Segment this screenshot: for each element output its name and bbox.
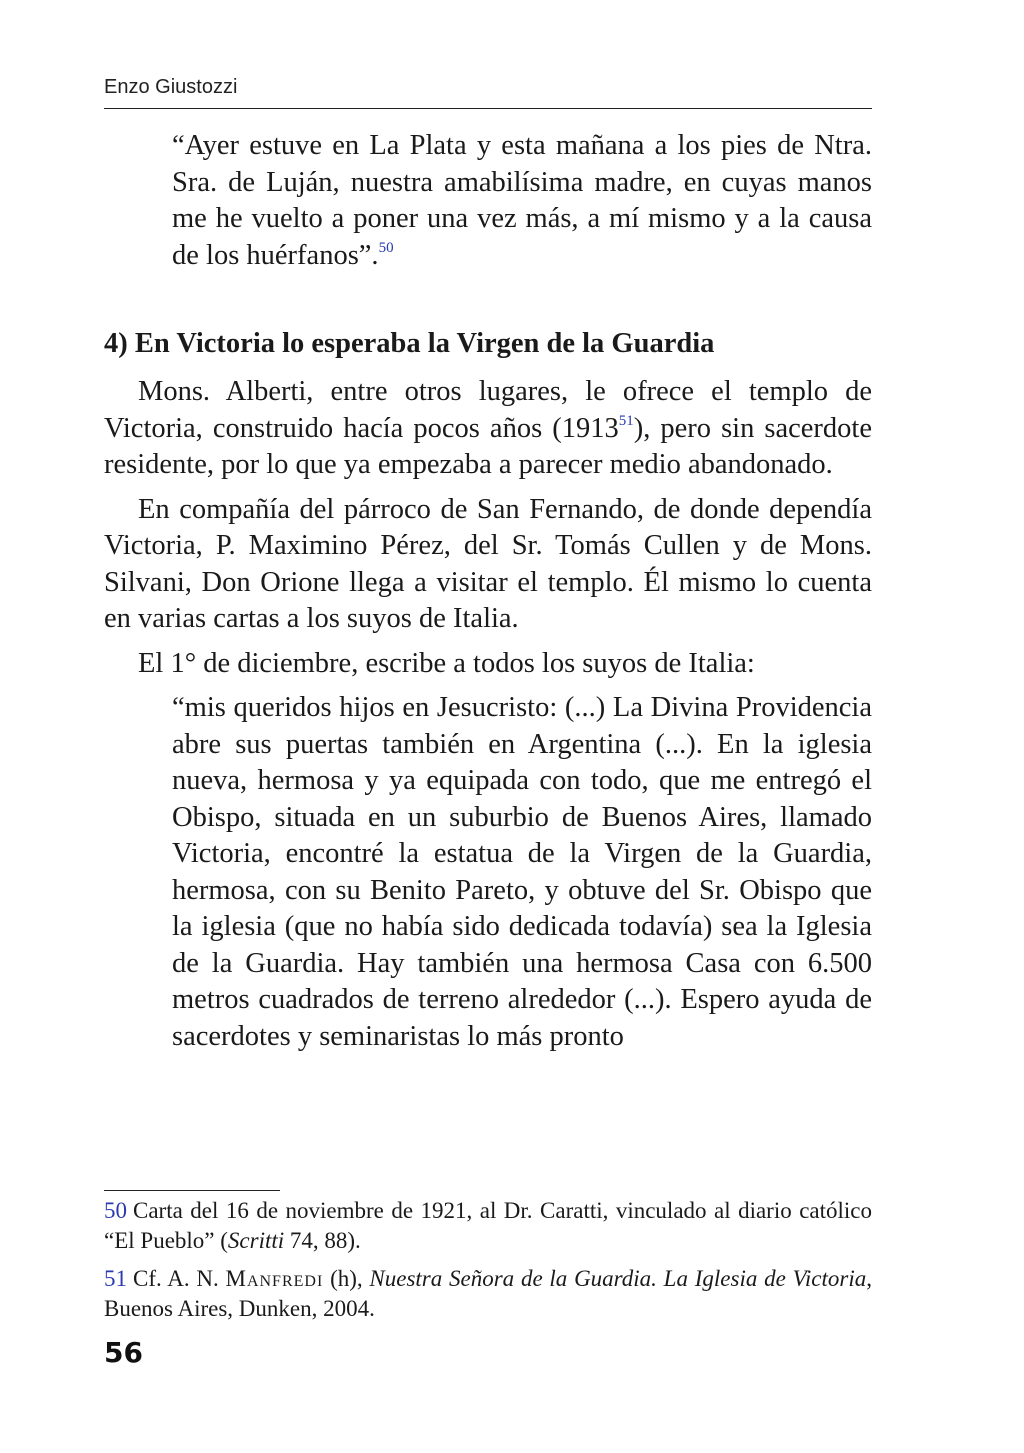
footnote-51-author-suffix: (h), [323,1266,370,1291]
running-head-author: Enzo Giustozzi [104,76,238,98]
footnote-51-number[interactable]: 51 [104,1266,127,1291]
paragraph-1-before: Mons. Alberti, entre otros lugares, le ofrece el templo de Victoria, construido hacía pocos años (1913 [104,376,872,444]
footnote-50-italic: Scritti [227,1228,285,1253]
footnote-51-author: Manfredi [225,1266,324,1291]
page-body [104,128,872,1055]
block-quote-2: “mis queridos hijos en Jesucristo: (...) La Divina Providencia abre sus puertas también en Argentina (...). En la iglesia nueva, hermosa y ya equipada con todo, que me entregó el Obispo, situada en un suburbio de Buenos Aires, llamado Victoria, encontré la estatua de la Virgen de la Guardia, hermosa, con su Benito Pareto, y obtuve del Sr. Obispo que la iglesia (que no había sido dedicada todavía) sea la Iglesia de la Guardia. Hay también una hermosa Casa con 6.500 metros cuadrados de terreno alrededor (...). Espero ayuda de sacerdotes y seminaristas lo más pronto [172,692,872,1052]
footnote-50-before: Carta del 16 de noviembre de 1921, al Dr. Caratti, vinculado al diario católico “El Pueblo” ( [104,1198,872,1253]
footnote-ref-50[interactable]: 50 [378,239,394,256]
footnote-rule [104,1190,280,1191]
footnote-51-after: , Buenos Aires, Dunken, 2004. [104,1266,872,1321]
block-quote-1 [172,128,872,274]
footnote-51 [104,1264,872,1324]
paragraph-3: El 1° de diciembre, escribe a todos los suyos de Italia: [138,647,755,679]
footnote-ref-51[interactable]: 51 [618,412,634,429]
footnote-51-title: Nuestra Señora de la Guardia. La Iglesia de Victoria [369,1266,867,1291]
paragraph-1 [104,374,872,484]
section-heading: 4) En Victoria lo esperaba la Virgen de la Guardia [104,328,715,359]
footnote-51-prefix: Cf. A. N. [133,1266,226,1291]
paragraph-2: En compañía del párroco de San Fernando, de donde dependía Victoria, P. Maximino Pérez, del Sr. Tomás Cullen y de Mons. Silvani, Don Orione llega a visitar el templo. Él mismo lo cuenta en varias cartas a los suyos de Italia. [104,493,872,634]
page-number: 56 [104,1336,143,1369]
running-head [104,74,872,109]
footnote-50-after: 74, 88). [284,1228,361,1253]
footnote-50-number[interactable]: 50 [104,1198,127,1223]
paragraph-1-after: ), pero sin sacerdote residente, por lo que ya empezaba a parecer medio abandonado. [104,412,872,480]
footnote-50 [104,1196,872,1256]
footnotes [104,1196,872,1332]
block-quote-1-text: “Ayer estuve en La Plata y esta mañana a los pies de Ntra. Sra. de Luján, nuestra amabilísima madre, en cuyas manos me he vuelto a poner una vez más, a mí mismo y a la causa de los huérfanos”. [172,130,872,271]
